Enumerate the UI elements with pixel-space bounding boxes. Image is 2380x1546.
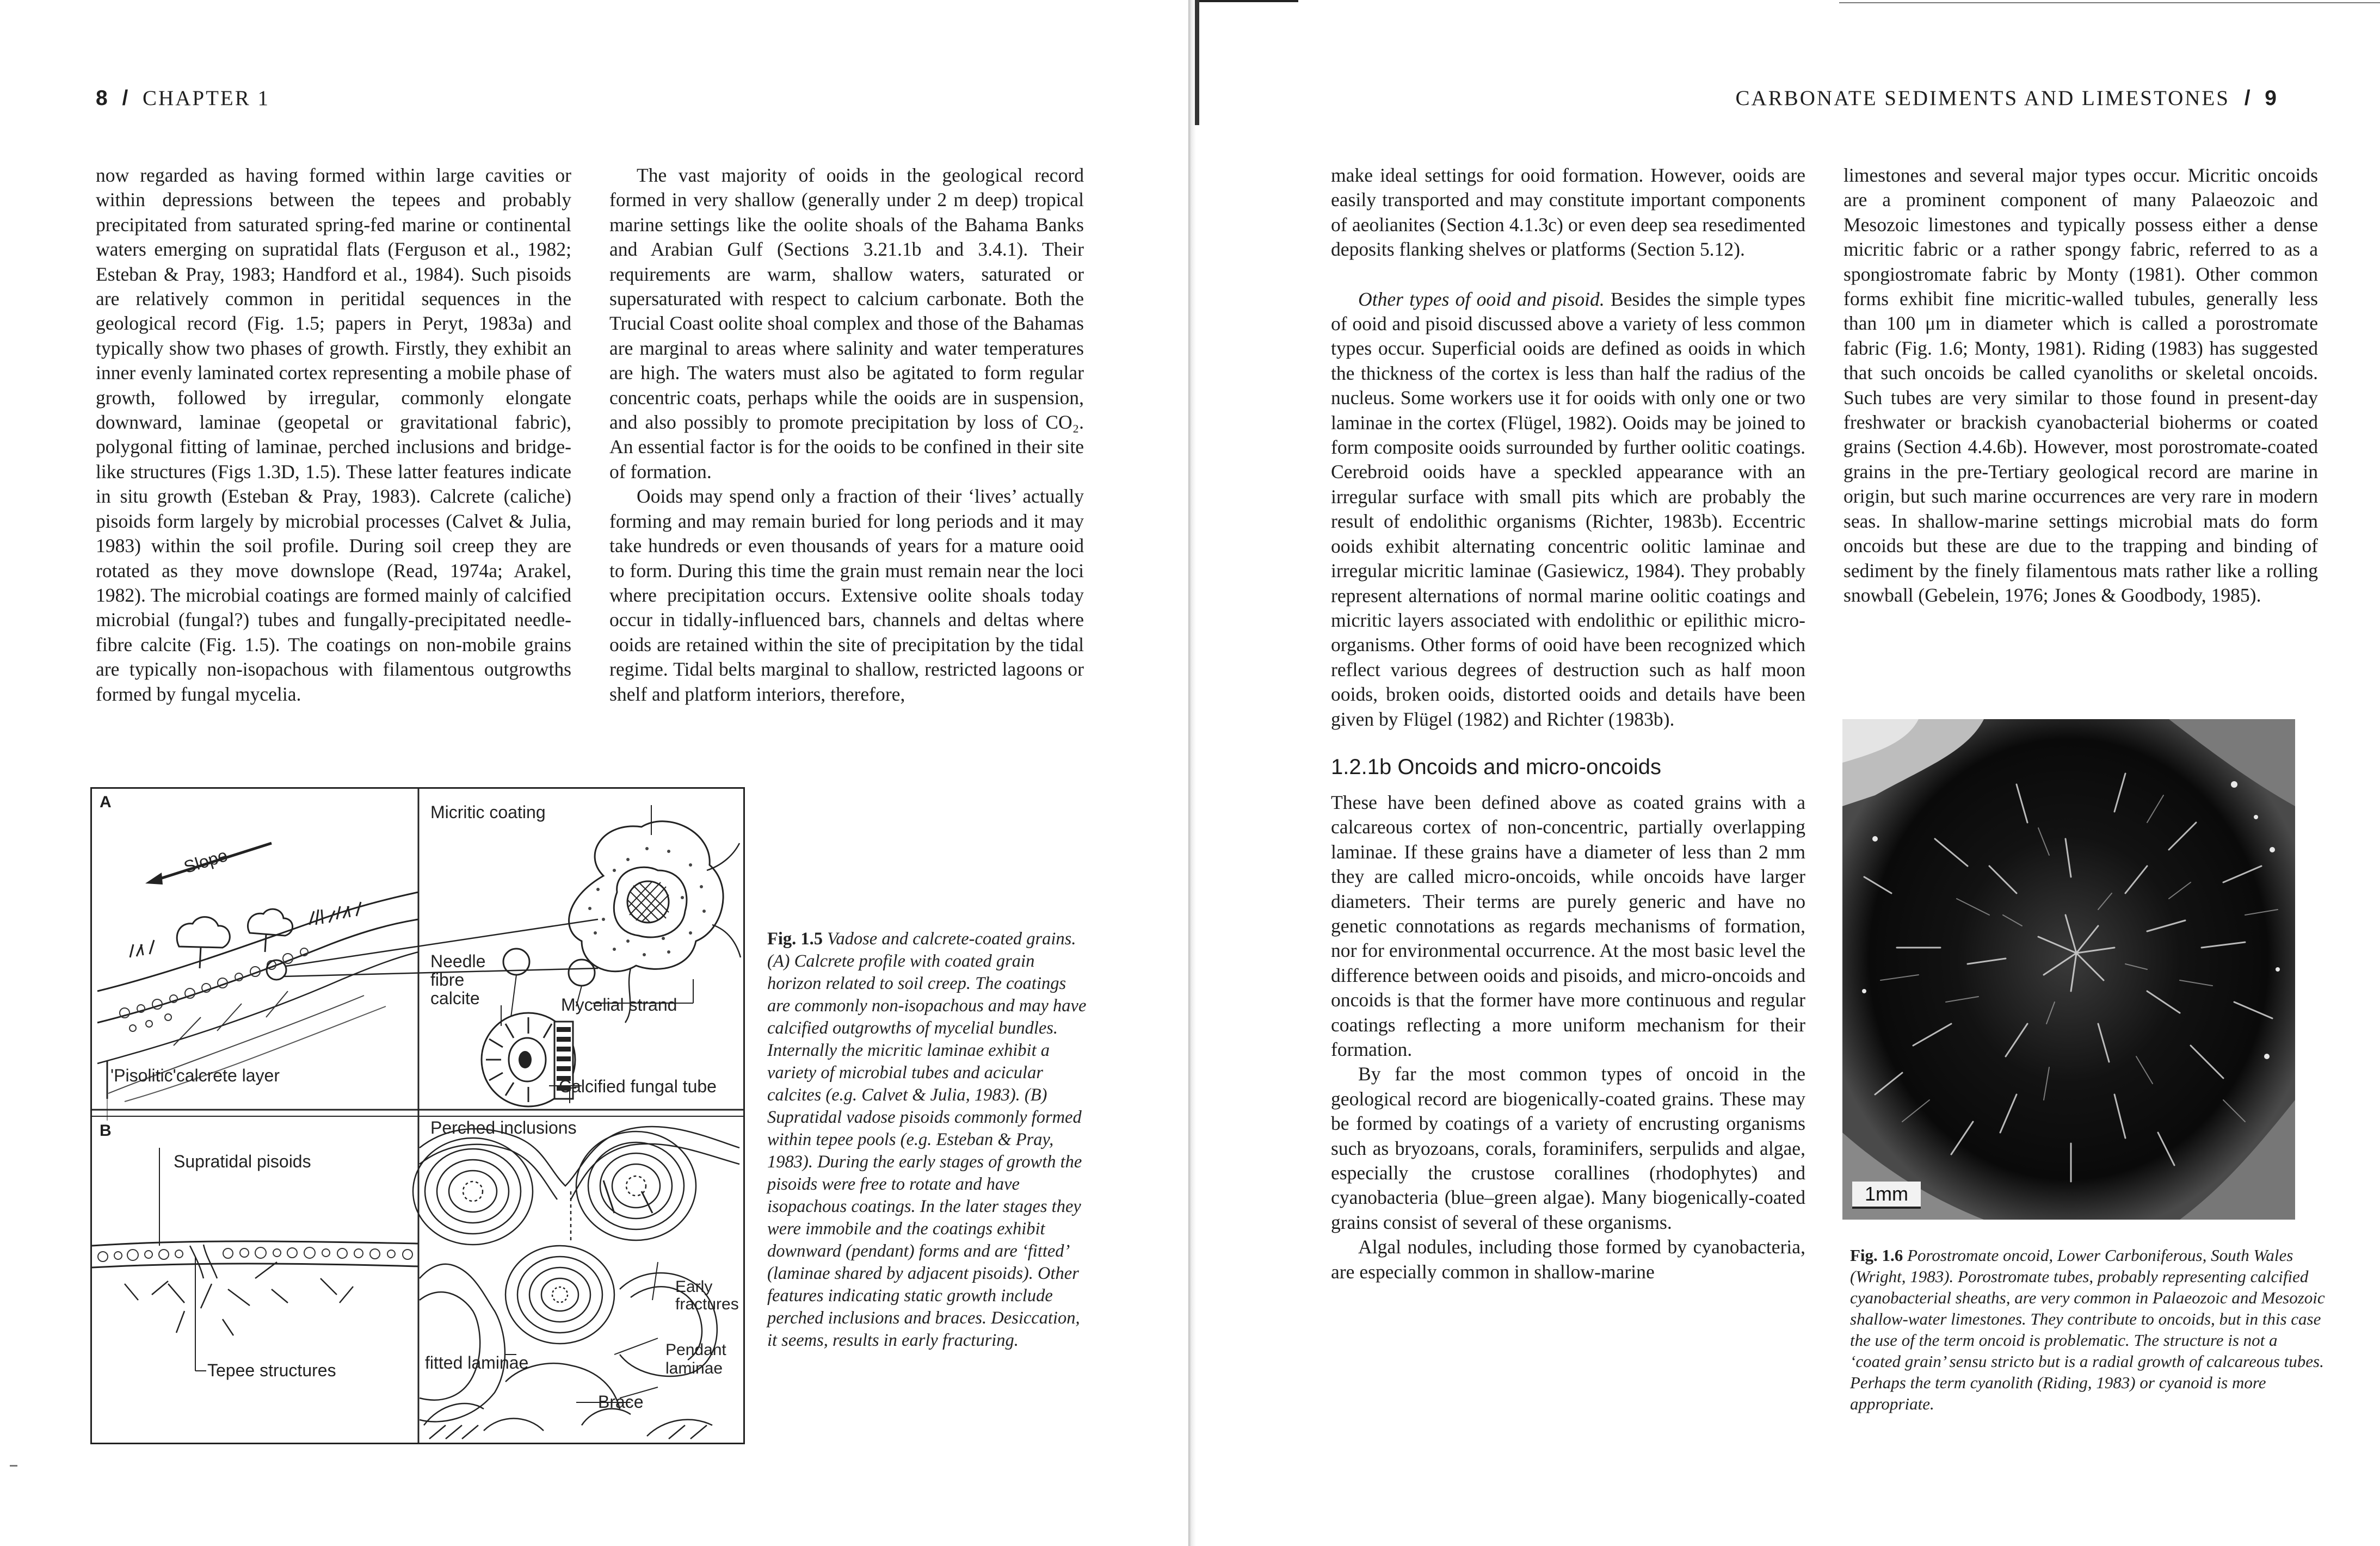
- figure-1-5: [90, 787, 745, 1444]
- scan-top-line: [1839, 2, 2380, 3]
- pisolitic-layer-label: 'Pisolitic'calcrete layer: [110, 1066, 280, 1085]
- scan-margin-tick: [10, 1465, 17, 1467]
- figure-1-5-caption-text: Vadose and calcrete-coated grains. (A) Calcrete profile with coated grain horizon related to soil creep. The coatings are commonly non-isopachous and may have calcified outgrowths of mycelial bundles. Internally the micritic laminae exhibit a variety of microbial tubes and acicular calcites (e.g. Calvet & Julia, 1983). (B) Supratidal vadose pisoids commonly formed within tepee pools (e.g. Esteban & Pray, 1983). During the early stages of growth the pisoids were free to rotate and have isopachous coatings. In the later stages they were immobile and the coatings exhibit downward (pendant) forms and are ‘fitted’ (laminae shared by adjacent pisoids). Other features indicating static growth include perched inclusions and braces. Desiccation, it seems, results in early fracturing.: [767, 929, 1087, 1350]
- needle-fibre-label-1: Needle: [430, 951, 486, 971]
- figure-1-5-caption: [767, 928, 1087, 1352]
- body-paragraph: These have been defined above as coated grains with a calcareous cortex of non-concentric, partially overlapping laminae. If these grains have a diameter of less than 2 mm they are called micro-oncoids, while oncoids have larger diameters. Their terms are purely generic and have no genetic connotations as regards mechanisms of formation, nor for environmental occurrence. At the most basic level the difference between ooids and pisoids, and micro-oncoids and oncoids is that the former have more continuous and regular coatings reflecting a more uniform mechanism for their formation.: [1331, 791, 1805, 1060]
- figure-1-5-drawing: [92, 789, 743, 1443]
- oncoid-photomicrograph: [1842, 719, 2295, 1220]
- text-column-1: [96, 163, 571, 707]
- body-paragraph: now regarded as having formed within large cavities or within depressions between the tepees and probably precipitated from saturated spring-fed marine or continental waters emerging on supratidal flats (Ferguson et al., 1982; Esteban & Pray, 1983; Handford et al., 1984). Such pisoids are relatively common in peritidal sequences in the geological record (Fig. 1.5; papers in Peryt, 1983a) and typically show two phases of growth. Firstly, they exhibit an inner evenly laminated cortex representing a mobile phase of growth, followed by irregular, commonly elongate downward, laminae (geopetal or gravitational fabric), polygonal fitting of laminae, perched inclusions and bridge-like structures (Figs 1.3D, 1.5). These latter features indicate in situ growth (Esteban & Pray, 1983). Calcrete (caliche) pisoids form largely by microbial processes (Calvet & Julia, 1983) within the soil profile. During soil creep they are rotated as they move downslope (Read, 1974a; Arakel, 1982). The microbial coatings are formed mainly of calcified microbial (fungal?) tubes and fungally-precipitated needle-fibre calcite (Fig. 1.5). The coatings on non-mobile grains are typically non-isopachous with filamentous outgrowths formed by fungal mycelia.: [96, 164, 571, 705]
- figure-1-6-caption-label: Fig. 1.6: [1850, 1246, 1903, 1265]
- body-paragraph: limestones and several major types occur. Micritic oncoids are a prominent component of many Palaeozoic and Mesozoic limestones and typically possess either a dense micritic fabric or a rather spongy fabric, referred to as a spongiostromate fabric by Monty (1981). Other common forms exhibit fine micritic-walled tubules, generally less than 100 μm in diameter which is called a porostromate fabric (Fig. 1.6; Monty, 1981). Riding (1983) has suggested that such oncoids be called cyanoliths or skeletal oncoids. Such tubes are very similar to those found in present-day freshwater or brackish cyanobacterial bioherms or coated grains (Section 4.4.6b). However, most porostromate-coated grains in the pre-Tertiary geological record are marine in origin, but such marine occurrences are very rare in modern seas. In shallow-marine settings microbial mats do form oncoids but these are due to the trapping and binding of sediment by the finely filamentous mats rather like a rolling snowball (Gebelein, 1976; Jones & Goodbody, 1985).: [1843, 164, 2318, 606]
- running-head-separator-right: /: [2244, 86, 2250, 110]
- book-section-title: CARBONATE SEDIMENTS AND LIMESTONES: [1735, 86, 2230, 110]
- needle-fibre-label-3: calcite: [430, 988, 480, 1008]
- figure-1-5-caption-label: Fig. 1.5: [767, 929, 823, 949]
- supratidal-pisoids-label: Supratidal pisoids: [174, 1152, 311, 1171]
- panel-a-label: A: [100, 793, 112, 811]
- right-running-head: [1736, 86, 2277, 110]
- right-page-number: 9: [2265, 86, 2277, 110]
- text-column-2: [609, 163, 1084, 707]
- mycelial-strand-label: Mycelial strand: [561, 995, 677, 1015]
- calcified-tube-label: Calcified fungal tube: [559, 1077, 717, 1096]
- body-paragraph: The vast majority of ooids in the geological record formed in very shallow (generally under 2 m deep) tropical marine settings like the oolite shoals of the Bahama Banks and Arabian Gulf (Sections 3.21.1b and 3.4.1). Their requirements are warm, shallow waters, saturated or supersaturated with respect to calcium carbonate. Both the Trucial Coast oolite shoal complex and those of the Bahamas are marginal to areas where salinity and water temperatures are high. The waters must also be agitated to form regular concentric coats, perhaps while the ooids are in suspension, and also possibly to promote precipitation by loss of CO₂. An essential factor is for the ooids to be confined in their site of formation.: [609, 164, 1084, 483]
- pendant-laminae-label-1: Pendant: [665, 1341, 726, 1359]
- perched-inclusions-label: Perched inclusions: [430, 1118, 577, 1137]
- text-column-4: [1843, 163, 2318, 608]
- body-paragraph: Ooids may spend only a fraction of their ‘lives’ actually forming and may remain buried for long periods and it may take hundreds or even thousands of years for a mature ooid to form. During this time the grain must remain near the loci where precipitation occurs. Extensive oolite shoals today occur in tidally-influenced bars, channels and deltas where ooids are retained within the site of precipitation by the tidal regime. Tidal belts marginal to shallow, restricted lagoons or shelf and platform interiors, therefore,: [609, 485, 1084, 705]
- body-paragraph: [1331, 287, 1805, 732]
- gutter-scan-edge: [1195, 0, 1199, 125]
- body-paragraph-text: Besides the simple types of ooid and pisoid discussed above a variety of less common types occur. Superficial ooids are defined as ooids in which the thickness of the cortex is less than half the radius of the nucleus. Some workers use it for ooids with only one or two laminae in the cortex (Flügel, 1982). Ooids may be joined to form composite ooids surrounded by further oolitic coatings. Cerebroid ooids have a speckled appearance with an irregular surface with small pits which are probably the result of endolithic organisms (Richter, 1983b). Eccentric ooids exhibit alternating concentric oolitic laminae and irregular micritic laminae (Gasiewicz, 1984). They probably represent alternations of normal marine oolitic coatings and micritic layers associated with endolithic or epilithic micro-organisms. Other forms of ooid have been recognized which reflect various degrees of destruction such as half moon ooids, broken ooids, distorted ooids and details have been given by Flügel (1982) and Richter (1983b).: [1331, 288, 1806, 730]
- left-running-head: [96, 86, 270, 110]
- early-fractures-label-1: Early: [675, 1278, 713, 1296]
- body-paragraph: make ideal settings for ooid formation. However, ooids are easily transported and may constitute important components of aeolianites (Section 4.1.3c) or even deep sea resedimented deposits flanking shelves or platforms (Section 5.12).: [1331, 164, 1805, 261]
- running-head-separator: /: [122, 86, 128, 110]
- needle-fibre-label-2: fibre: [430, 970, 465, 990]
- oncoid-photo-image: [1842, 719, 2295, 1220]
- gutter-scan-mark: [1195, 0, 1298, 12]
- left-page-number: 8: [96, 86, 108, 110]
- slope-label: Slope: [181, 845, 230, 877]
- text-column-3: [1331, 163, 1805, 1284]
- figure-1-6-caption: [1850, 1245, 2329, 1414]
- brace-label: Brace: [598, 1392, 644, 1412]
- fitted-laminae-label: fitted laminae: [425, 1353, 529, 1372]
- body-paragraph: Algal nodules, including those formed by cyanobacteria, are especially common in shallow-marine: [1331, 1236, 1805, 1283]
- book-gutter: [1188, 0, 1196, 1546]
- chapter-label: CHAPTER 1: [143, 86, 270, 110]
- scale-bar-label: 1mm: [1852, 1182, 1921, 1209]
- early-fractures-label-2: fractures: [675, 1295, 739, 1313]
- panel-b-label: B: [100, 1122, 112, 1140]
- figure-1-6-caption-text: Porostromate oncoid, Lower Carboniferous, South Wales (Wright, 1983). Porostromate tubes, probably representing calcified cyanobacterial sheaths, are very common in Palaeozoic and Mesozoic shallow-water limestones. They contribute to oncoids, but in this case the use of the term oncoid is problematic. The structure is not a ‘coated grain’ sensu stricto but is a radial growth of calcareous tubes. Perhaps the term cyanolith (Riding, 1983) or cyanoid is more appropriate.: [1850, 1246, 2325, 1413]
- micritic-coating-label: Micritic coating: [430, 802, 546, 822]
- paragraph-lead-italic: Other types of ooid and pisoid.: [1358, 288, 1605, 310]
- section-heading: 1.2.1b Oncoids and micro-oncoids: [1331, 755, 1661, 779]
- pendant-laminae-label-2: laminae: [665, 1359, 723, 1377]
- body-paragraph: By far the most common types of oncoid in the geological record are biogenically-coated grains. These may be formed by coatings of a variety of encrusting organisms such as bryozoans, corals, foraminifers, serpulids and algae, especially the crustose corallines (rhodophytes) and cyanobacteria (blue–green algae). Many biogenically-coated grains consist of several of these organisms.: [1331, 1063, 1805, 1233]
- tepee-structures-label: Tepee structures: [207, 1361, 336, 1380]
